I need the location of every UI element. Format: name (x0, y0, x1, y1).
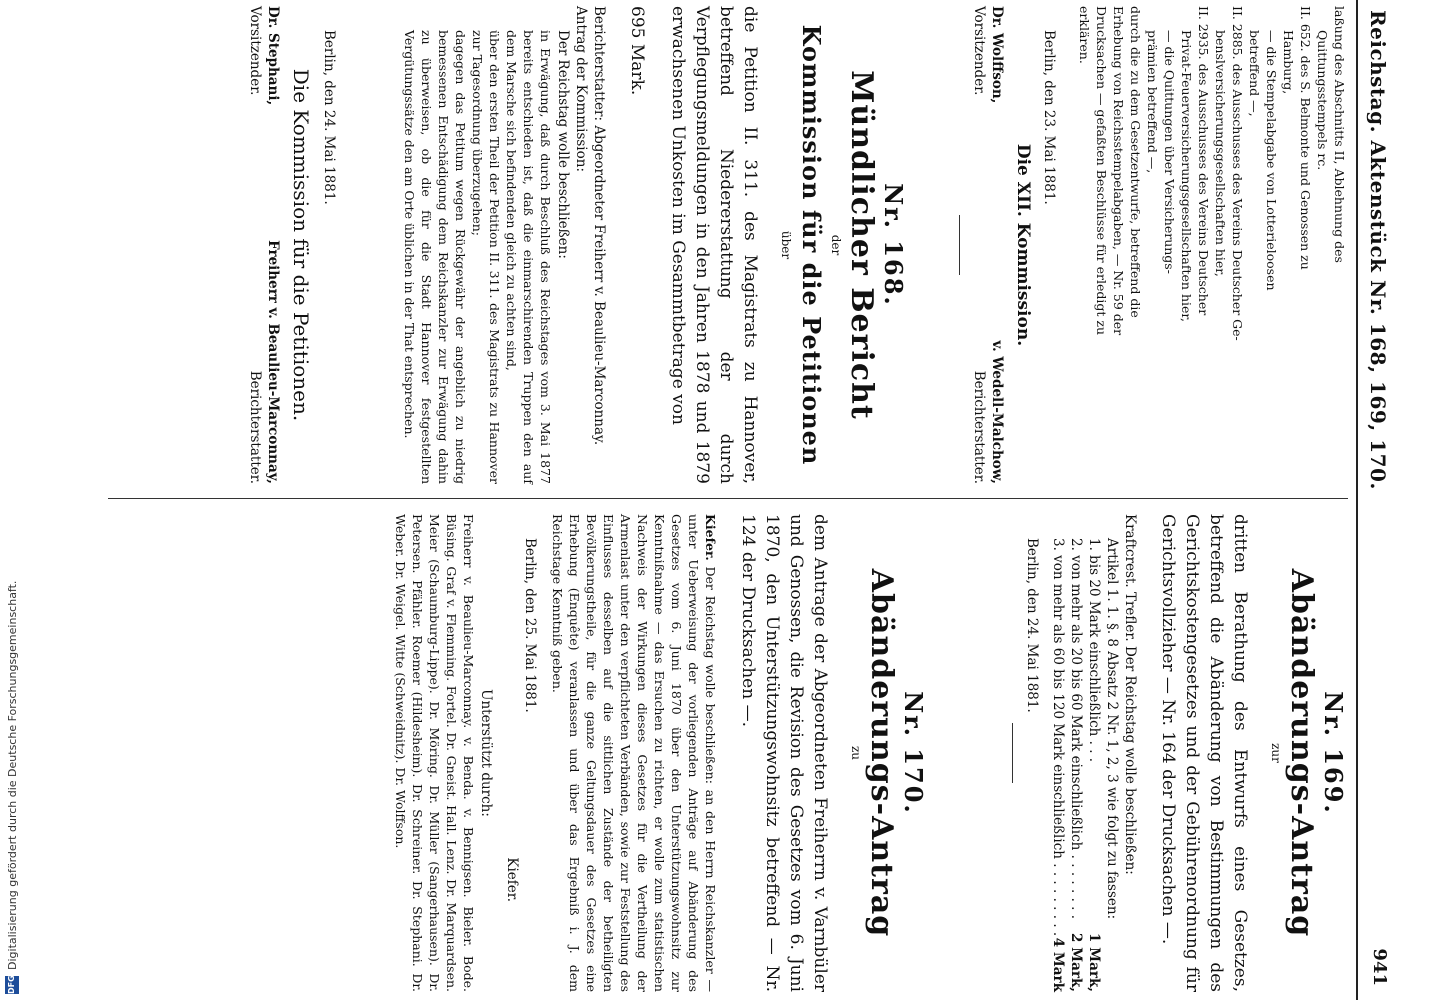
text-line: Privat-Feuerversicherungsgesellschaften hier, (1179, 30, 1194, 322)
digitization-credit (0, 0, 24, 1000)
text-line: betreffend —, (1247, 30, 1262, 117)
text-line: Erhebung von Reichsstempelabgaben, — Nr. 59 der (1111, 6, 1126, 336)
text-line: — die Stempelabgabe von Lotterieloosen (1264, 30, 1279, 291)
chair-name: Dr. Stephani, (265, 6, 281, 106)
report-subtitle: Kommission für die Petitionen (797, 24, 826, 466)
text-line: — die Quittungen über Versicherungs- (1162, 30, 1177, 274)
report-number: Nr. 168. (879, 183, 908, 307)
motion-text (549, 514, 719, 992)
section-rule (1012, 723, 1013, 783)
rapporteur-role: Berichterstatter. (247, 370, 263, 484)
page-header (1360, 0, 1394, 1000)
fee-value: 4 Mark (1050, 937, 1066, 992)
motion-text: Der Reichstag wolle beschließen: (555, 30, 571, 259)
text-line: II. 2935. des Ausschusses des Vereins Deutscher (1196, 6, 1211, 316)
date-line: Berlin, den 24. Mai 1881. (321, 30, 337, 205)
text-line: prämien betreffend —, (1145, 30, 1160, 174)
date-line: Berlin, den 25. Mai 1881. (522, 538, 538, 713)
report-title: Mündlicher Bericht (844, 70, 879, 420)
text-line: Kraftcrest. Trefler. Der Reichstag wolle beschließen: (1122, 514, 1138, 875)
motion-item: dagegen das Petitum wegen Rückgewähr der angeblich zu niedrig bemessenen Entschädigung dem Reichskanzler zur Erwägung dahin zu überweisen, ob die für die Stadt Hannover festgestellten Vergütungssätze den am Orte üblichen in der That entsprechen. (402, 30, 468, 484)
signatures (988, 6, 1006, 484)
motion-item: über den ersten Theil der Petition II. 311. des Magistrats zu Hannover zur Tagesordnung überzugehen; (470, 30, 502, 484)
report-168 (401, 6, 908, 484)
motion-item: in Erwägung, daß durch Beschluß des Reichstages vom 3. Mai 1877 bereits entschieden ist, daß die einmarschirenden Truppen den auf dem Marsche sich befindenden gleich zu achten sind, (504, 30, 553, 484)
fee-label: 3. von mehr als 60 bis 120 Mark einschließlich . . . . . . . . . (1050, 538, 1066, 937)
motion-number: Nr. 170. (899, 691, 928, 815)
fee-value: 2 Mark, (1068, 933, 1084, 992)
signature-roles (970, 6, 988, 484)
header-rule (1356, 0, 1358, 1000)
page-number: 941 (1369, 948, 1390, 986)
dfg-logo-icon: DFG (5, 976, 19, 994)
credit-text: Digitalisierung gefördert durch die Deutsche Forschungsgemeinschaft. (5, 580, 19, 970)
date-line: Berlin, den 23. Mai 1881. (1041, 30, 1057, 205)
supporters-list: Freiherr v. Beaulieu-Marconnay. v. Benda. v. Bennigsen. Bieler. Bode. Büsing. Graf v. Flemming. Fortel. Dr. Gneist. Hall. Lenz. Dr. Marquardsen. Meier (Schaumburg-Lippe). Dr. Möring. Dr. Müller (Sangerhausen). Dr. Petersen. Pfähler. Roemer (Hildesheim). Dr. Schreiner. Dr. Stephani. Dr. Weber. Dr. Weigel. Witte (Schweidnitz). Dr. Wolffson. (393, 514, 476, 992)
report-amount: 695 Mark. (627, 6, 647, 96)
rapporteur-line: Berichterstatter: Abgeordneter Freiherr v. Beaulieu-Marconnay. (591, 6, 607, 446)
motion-detail: Der Reichstag wolle beschließen: an den Herrn Reichskanzler — unter Ueberweisung der vorliegenden Anträge auf Abänderung des Gesetzes vom 6. Juni 1870 über den Unterstützungswohnsitz zur Kenntnißnahme — das Ersuchen zu richten, er wolle zum statistischen Nachweis der Wirkungen dieses Gesetzes für die Vertheilung der Armenlast unter den verpflichteten Verbänden, sowie zur Feststellung des Einflusses desselben auf die sittlichen Zustände der betheiligten Bevölkerungstheile, für die ganze Geltungsdauer des Gesetzes eine Erhebung (Enquête) veranlassen und über das Ergebniß i. J. dem Reichstage Kenntniß geben. (550, 514, 718, 992)
motion-169 (1002, 514, 1348, 992)
text-line: erklären. (1077, 6, 1092, 64)
signature-block-1 (949, 6, 1058, 484)
chair-name: Dr. Wolffson, (989, 6, 1005, 104)
chair-role: Vorsitzender. (247, 6, 263, 96)
chair-role: Vorsitzender. (971, 6, 987, 96)
header-title: Reichstag. Aktenstück Nr. 168, 169, 170. (1366, 10, 1390, 490)
motion-body: dritten Berathung des Entwurfs eines Gesetzes, betreffend die Abänderung von Bestimmungen des Gerichtskostengesetzes und der Gebührenordnung für Gerichtsvollzieher — Nr. 164 der Drucksachen —. (1158, 514, 1250, 992)
column-left (108, 6, 1348, 484)
fee-label: 1. bis 20 Mark einschließlich . . . (1086, 538, 1102, 763)
text-line: Drucksachen — gefaßten Beschlüsse für erledigt zu (1094, 6, 1109, 336)
zu-label: zu (849, 745, 863, 761)
fee-value: 1 Mark, (1086, 933, 1102, 992)
motion-title: Abänderungs-Antrag (1284, 568, 1319, 938)
text-line: benslversicherungsgesellschaften hier, (1213, 30, 1228, 277)
signature-block-2 (246, 6, 338, 484)
zur-label: zur (1269, 743, 1283, 763)
fee-row (1067, 514, 1085, 992)
text-line: laßung des Abschnitts II, Ablehnung des (1332, 6, 1347, 263)
text-line: II. 2885. des Ausschusses des Vereins Deutscher Ge- (1230, 6, 1245, 341)
text-line: Artikel 1. 1. §. 8 Absatz 2 Nr. 1, 2, 3 wie folgt zu fassen: (1104, 538, 1120, 920)
rapporteur-name: Freiherr v. Beaulieu-Marconnay, (265, 240, 281, 484)
column-divider (108, 498, 1348, 499)
motion-title: Abänderungs-Antrag (864, 568, 899, 938)
fee-label: 2. von mehr als 20 bis 60 Mark einschließlich . . . . . . . . (1068, 538, 1084, 920)
rapporteur-name: v. Wedell-Malchow, (989, 340, 1005, 484)
text-line: Hamburg, (1281, 30, 1296, 95)
der-label: der (829, 234, 843, 256)
signatures (264, 6, 282, 484)
proposer-label: Kiefer. (703, 514, 718, 561)
motion-body: dem Antrage der Abgeordneten Freiherrn v. Varnbüler und Genossen, die Revision des Gesetzes vom 6. Juni 1870, den Unterstützungswohnsitz betreffend — Nr. 124 der Drucksachen —. (738, 514, 830, 992)
motion-170 (392, 514, 928, 992)
column-right (108, 514, 1348, 992)
text-line: II. 652. des S. Belmonte und Genossen zu (1298, 6, 1313, 270)
text-line: durch die zu dem Gesetzentwurfe, betreffend die (1128, 6, 1143, 318)
rapporteur-role: Berichterstatter. (971, 370, 987, 484)
ueber-label: über (779, 230, 793, 260)
fee-row (1085, 514, 1103, 992)
commission-title: Die XII. Kommission. (1013, 143, 1033, 347)
date-line: Berlin, den 24. Mai 1881. (1024, 538, 1040, 713)
section-rule (959, 215, 960, 275)
petition-list (1076, 6, 1348, 484)
rotated-document-page (100, 0, 1400, 1000)
signature-roles (246, 6, 264, 484)
text-line: Quittungsstempels rc. (1315, 30, 1330, 171)
fee-row (1049, 514, 1067, 992)
report-body: die Petition II. 311. des Magistrats zu Hannover, betreffend Niedererstattung der durch Verpflegungsmeldungen in den Jahren 1878 und 1879 erwachsenen Unkosten im Gesammtbetrage von (668, 6, 760, 484)
motion-label: Antrag der Kommission: (573, 6, 589, 172)
support-label: Unterstützt durch: (478, 689, 494, 817)
motion-number: Nr. 169. (1319, 691, 1348, 815)
signer: Kiefer. (504, 857, 520, 902)
commission-title: Die Kommission für die Petitionen. (289, 68, 313, 422)
